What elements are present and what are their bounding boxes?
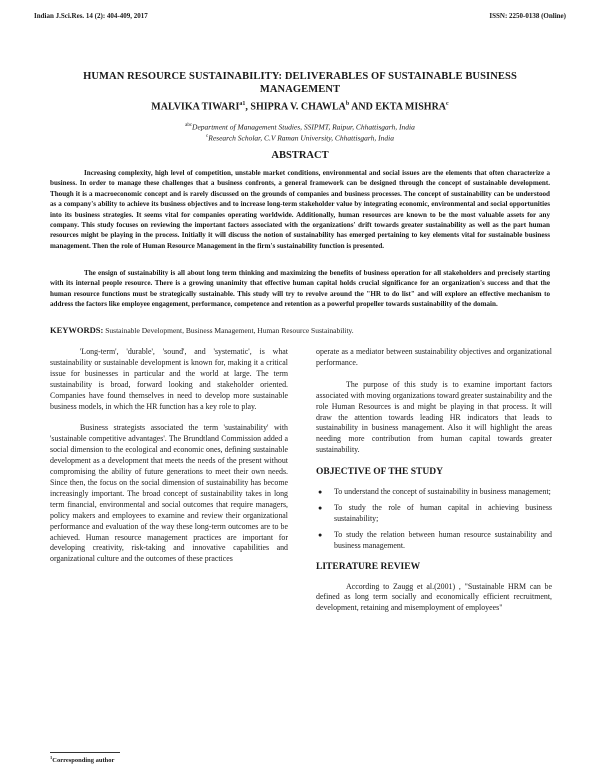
running-header bbox=[34, 12, 566, 24]
list-item-text: To study the role of human capital in achieving business sustainability; bbox=[334, 502, 552, 523]
section-heading-objective: OBJECTIVE OF THE STUDY bbox=[316, 467, 443, 478]
author-superscript: b bbox=[345, 101, 350, 107]
footnote bbox=[50, 755, 114, 764]
body-paragraph: According to Zaugg et al.(2001) , "Sustainable HRM can be defined as long term socially and economically efficient recruitment, development, retaining and misemployment of employees" bbox=[316, 581, 552, 613]
author-separator: AND bbox=[349, 101, 376, 113]
list-item-text: To study the relation between human resource sustainability and business management. bbox=[334, 529, 552, 550]
author-superscript: a1 bbox=[239, 101, 246, 107]
issn-label: ISSN: 2250-0138 (Online) bbox=[489, 12, 566, 20]
footnote-text: Corresponding author bbox=[52, 757, 115, 765]
body-paragraph: Business strategists associated the term 'sustainability' with 'sustainable competitive advantages'. The Brundtland Commission added a social dimension to the ecological and economic ones, defining sustainable development as a development that meets the needs of the present without compromising the ability of future generations to meet their own needs. Since then, the focus on the social dimension of sustainability has become increasingly important. The broad concept of sustainability takes in long term financial, environmental and social outcomes that require managers, policy makers and employees to examine and review their organizational performance and evaluation of the way these long-term outcomes are to be achieved. Human resource management practices are important for developing creativity, risk-taking and innovative capabilities and organizational culture and the outcomes of these practices bbox=[50, 423, 288, 564]
abstract-paragraph: The ensign of sustainability is all about long term thinking and maximizing the benefits of business operation for all stakeholders and precisely starting with its internal people resource. There is a growing unanimity that effective human capital holds crucial significance for an organization's success and that the human resource functions must be strategically sustainable. This study will try to revolve around the "HR to do list" and will explore an effective mechanism to address the factors like employee engagement, performance, competence and retention as a powerful propeller towards sustainability of the domain. bbox=[50, 269, 550, 309]
list-item-text: To understand the concept of sustainability in business management; bbox=[334, 487, 551, 497]
abstract-heading: ABSTRACT bbox=[271, 150, 329, 161]
author-superscript: c bbox=[446, 101, 449, 107]
right-column bbox=[316, 347, 552, 625]
author-separator: , bbox=[245, 101, 251, 113]
affiliation bbox=[40, 121, 560, 133]
author-name: SHIPRA V. CHAWLA bbox=[250, 101, 346, 113]
list-item bbox=[316, 530, 552, 552]
bullet-icon: ● bbox=[318, 488, 323, 497]
affiliation-text: Research Scholar, C.V Raman University, Chhattisgarh, India bbox=[208, 133, 394, 143]
keywords-label: KEYWORDS: bbox=[50, 325, 104, 335]
author-name: EKTA MISHRA bbox=[375, 101, 447, 113]
paper-title: HUMAN RESOURCE SUSTAINABILITY: DELIVERABLES OF SUSTAINABLE BUSINESS MANAGEMENT bbox=[83, 71, 517, 95]
body-paragraph: The purpose of this study is to examine important factors associated with moving organizations toward greater sustainability and the role Human Resources is and might be playing in that process. It will draw the attention towards leading HR indicators that leads to sustainability in business management. Also it will highlight the areas needing more contribution from human capital towards greater sustainability. bbox=[316, 379, 552, 455]
footnote-divider bbox=[50, 752, 120, 753]
keywords-line bbox=[50, 325, 550, 335]
affiliation bbox=[40, 132, 560, 144]
bullet-icon: ● bbox=[318, 530, 323, 539]
keywords-text: Sustainable Development, Business Management, Human Resource Sustainability. bbox=[103, 326, 354, 335]
footnote-superscript: 1 bbox=[50, 755, 53, 760]
affiliation-text: Department of Management Studies, SSIPMT, Raipur, Chhattisgarh, India bbox=[192, 122, 415, 132]
list-item bbox=[316, 487, 552, 498]
abstract-paragraph: Increasing complexity, high level of competition, unstable market conditions, environmental and social issues are the elements that often characterize a business. In order to manage these challenges that a business confronts, a general framework can be designed through the concept of sustainable development. Though it is a macroeconomic concept and is rarely discussed on the grounds of companies and business processes. The concept of sustainability can be understood as a company's ability to achieve its business objectives and to increase long-term stakeholder value by integrating economic, environmental and social opportunities into its business strategies. It seems vital for companies operating worldwide. Additionally, human resources are known to be the most valuable assets for any company. This study focuses on reviewing the important factors associated with the organizations' drift towards greater sustainability as well as the part human resources might be playing in the process. Initially it will discuss the notion of sustainability has emerged pertaining to key elements vital for sustainable business management. Then the role of Human Resource Management in the firm's sustainability function is presented. bbox=[50, 169, 550, 250]
affiliation-superscript: abc bbox=[185, 123, 193, 128]
body-paragraph: 'Long-term', 'durable', 'sound', and 'systematic', is what sustainability or sustainable development is known for, making it a critical issue for businesses in particular and the world at large. The term sustainability is broad, forward looking and stakeholder oriented. Companies have found themselves in need to develop more sustainable business models, in which the HR function has a key role to play. bbox=[50, 347, 288, 411]
affiliation-superscript: c bbox=[206, 134, 209, 139]
left-column bbox=[50, 347, 288, 576]
author-list bbox=[40, 101, 560, 112]
author-name: MALVIKA TIWARI bbox=[151, 101, 240, 113]
body-paragraph: operate as a mediator between sustainability objectives and organizational performance. bbox=[316, 347, 552, 367]
objective-list bbox=[316, 487, 552, 552]
section-heading-literature: LITERATURE REVIEW bbox=[316, 561, 421, 572]
bullet-icon: ● bbox=[318, 503, 323, 512]
journal-citation: Indian J.Sci.Res. 14 (2): 404-409, 2017 bbox=[34, 12, 148, 20]
list-item bbox=[316, 503, 552, 525]
